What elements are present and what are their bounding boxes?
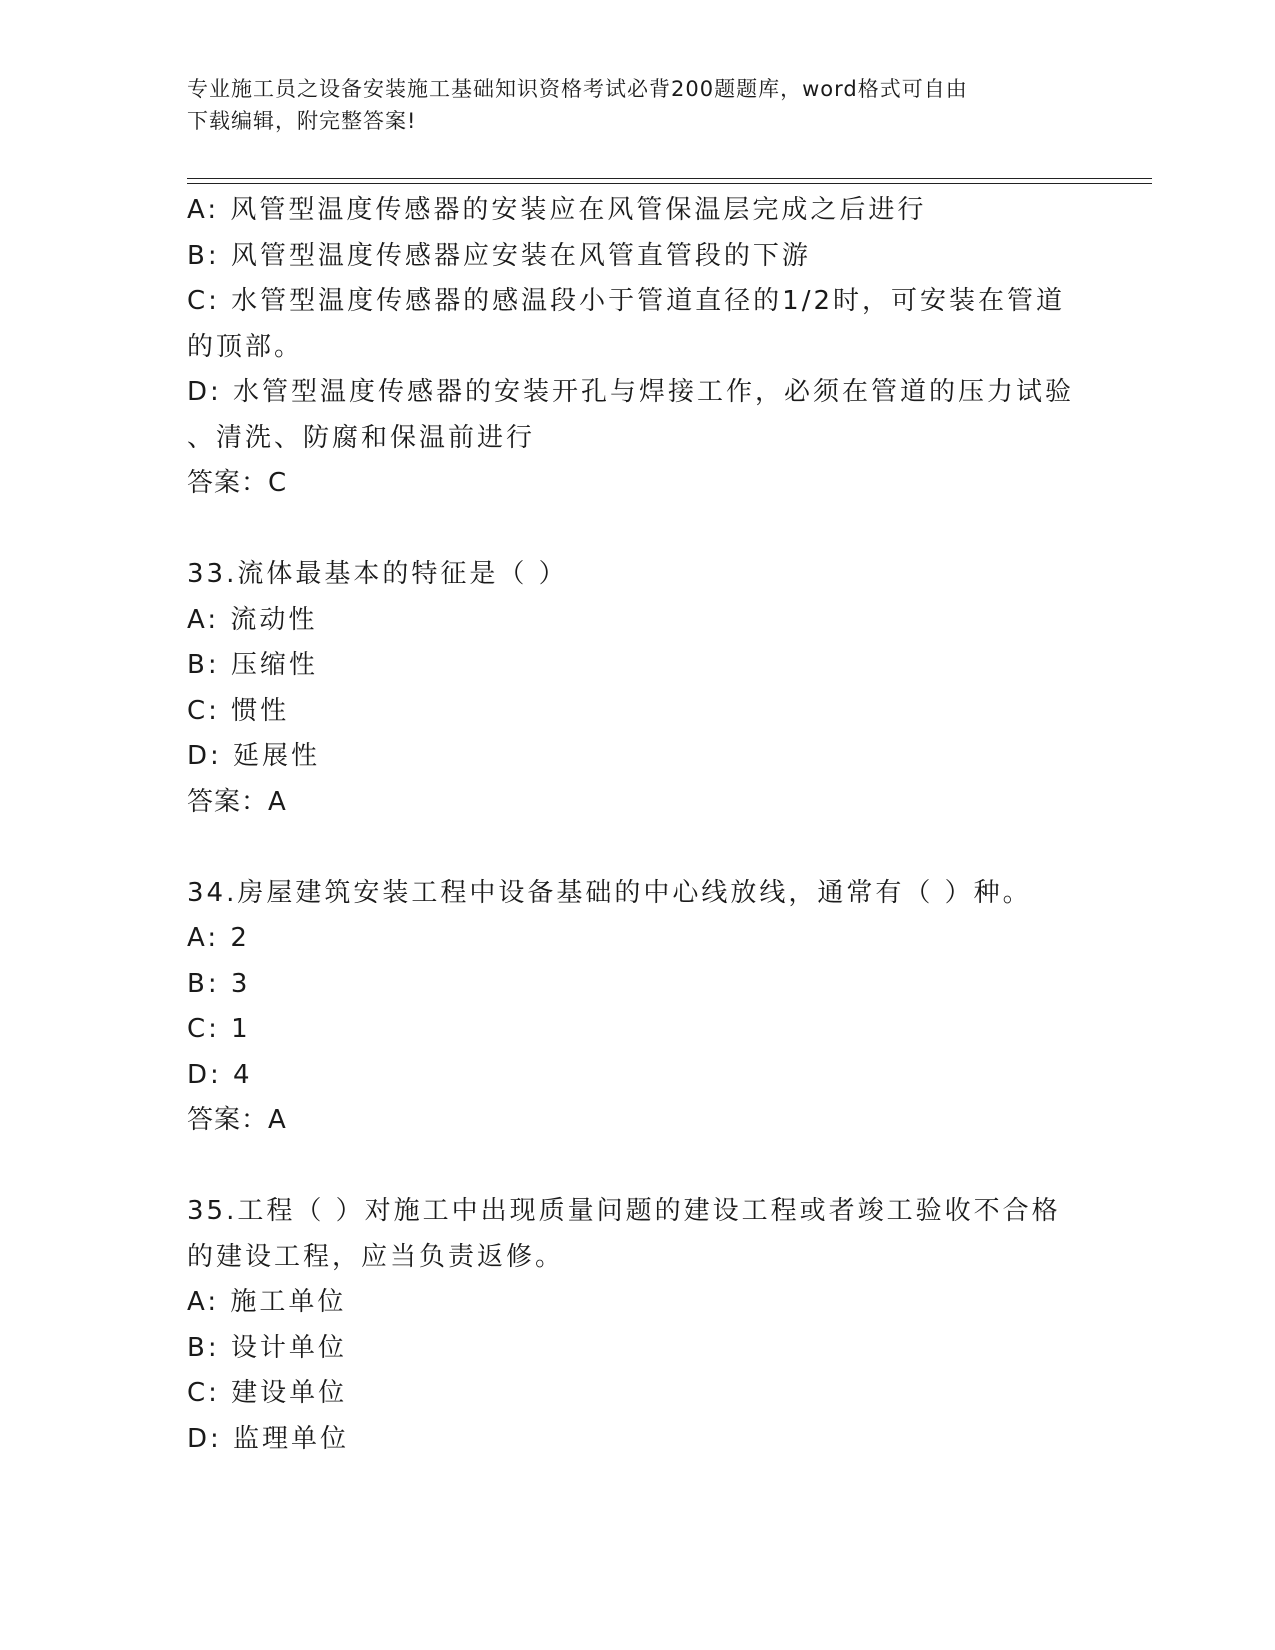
- header-line-1: 专业施工员之设备安装施工基础知识资格考试必背200题题库，word格式可自由: [187, 77, 968, 101]
- spacer: [187, 825, 1087, 871]
- option-b: B: 3: [187, 968, 251, 999]
- answer: 答案：A: [187, 786, 287, 817]
- option-c-continued: 的顶部。: [187, 331, 304, 362]
- option-d-continued: 、清洗、防腐和保温前进行: [187, 422, 536, 453]
- option-a: A: 风管型温度传感器的安装应在风管保温层完成之后进行: [187, 195, 927, 225]
- document-header: [187, 73, 1067, 137]
- option-b: B: 压缩性: [187, 650, 318, 680]
- option-a: A: 流动性: [187, 604, 318, 635]
- answer: 答案：C: [187, 468, 288, 498]
- header-rule-top: [187, 178, 1152, 179]
- spacer: [187, 1144, 1087, 1190]
- question-stem: 33.流体最基本的特征是（ ）: [187, 559, 568, 589]
- option-b: B: 设计单位: [187, 1332, 347, 1363]
- option-d: D: 水管型温度传感器的安装开孔与焊接工作，必须在管道的压力试验: [187, 377, 1075, 407]
- question-33: [187, 552, 1087, 825]
- option-c: C: 1: [187, 1014, 251, 1044]
- option-c: C: 惯性: [187, 695, 290, 726]
- option-c: C: 建设单位: [187, 1378, 348, 1408]
- option-b: B: 风管型温度传感器应安装在风管直管段的下游: [187, 240, 811, 271]
- header-line-2: 下载编辑，附完整答案!: [187, 109, 417, 133]
- answer: 答案：A: [187, 1105, 287, 1135]
- question-35: [187, 1189, 1087, 1462]
- spacer: [187, 507, 1087, 553]
- header-rule-bottom: [187, 183, 1152, 184]
- question-34: [187, 871, 1087, 1144]
- question-32: [187, 188, 1087, 507]
- question-content: [187, 188, 1087, 1462]
- option-d: D: 延展性: [187, 741, 321, 771]
- question-stem-continued: 的建设工程，应当负责返修。: [187, 1241, 565, 1272]
- option-c: C: 水管型温度传感器的感温段小于管道直径的1/2时，可安装在管道: [187, 286, 1066, 316]
- option-a: A: 施工单位: [187, 1287, 347, 1317]
- question-stem: 35.工程（ ）对施工中出现质量问题的建设工程或者竣工验收不合格: [187, 1196, 1061, 1226]
- option-a: A: 2: [187, 923, 250, 953]
- option-d: D: 4: [187, 1059, 253, 1090]
- option-d: D: 监理单位: [187, 1423, 350, 1454]
- question-stem: 34.房屋建筑安装工程中设备基础的中心线放线，通常有（ ）种。: [187, 877, 1032, 908]
